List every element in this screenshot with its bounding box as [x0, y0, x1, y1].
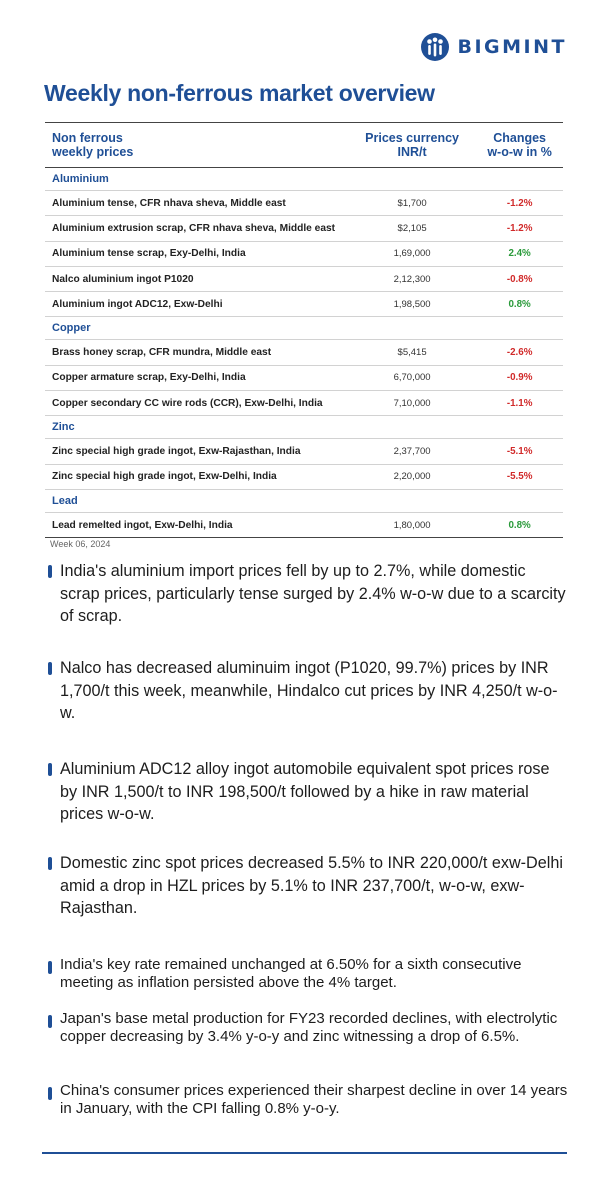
change-value: -1.1%: [506, 397, 533, 409]
bullet-marker: [48, 763, 52, 776]
table-row: [45, 465, 563, 490]
table-header: [45, 123, 563, 168]
product-name: Aluminium tense, CFR nhava sheva, Middle east: [52, 197, 286, 209]
header-change: Changes w-o-w in %: [487, 131, 552, 159]
bullet-item: Domestic zinc spot prices decreased 5.5% to INR 220,000/t exw-Delhi amid a drop in HZL prices by 5.1% to INR 237,700/t, w-o-w, exw-Rajasthan.: [48, 852, 568, 920]
category-row: Zinc: [45, 416, 563, 439]
change-value: -0.8%: [506, 273, 533, 285]
page-title: Weekly non-ferrous market overview: [44, 80, 435, 106]
category-row: Copper: [45, 317, 563, 340]
brand-logo: [420, 32, 568, 62]
product-name: Aluminium tense scrap, Exy-Delhi, India: [52, 248, 246, 260]
category-row: Lead: [45, 490, 563, 513]
product-name: Lead remelted ingot, Exw-Delhi, India: [52, 519, 233, 531]
change-value: 0.8%: [508, 298, 531, 310]
product-name: Aluminium extrusion scrap, CFR nhava sheva, Middle east: [52, 222, 336, 234]
price-value: 2,37,700: [393, 446, 431, 458]
week-label: Week 06, 2024: [50, 539, 111, 549]
product-name: Copper secondary CC wire rods (CCR), Exw-Delhi, India: [52, 397, 323, 409]
table-row: [45, 439, 563, 464]
footer-divider: [42, 1152, 567, 1154]
price-value: 2,12,300: [393, 273, 431, 285]
table-row: [45, 513, 563, 537]
change-value: -2.6%: [506, 347, 533, 359]
header-price: Prices currency INR/t: [365, 131, 459, 159]
bullet-marker: [48, 565, 52, 578]
brand-name: BIGMINT: [457, 36, 567, 58]
product-name: Aluminium ingot ADC12, Exw-Delhi: [52, 298, 223, 310]
table-row: [45, 242, 563, 267]
product-name: Copper armature scrap, Exy-Delhi, India: [52, 372, 246, 384]
product-name: Brass honey scrap, CFR mundra, Middle east: [52, 347, 272, 359]
product-name: Zinc special high grade ingot, Exw-Delhi, India: [52, 471, 277, 483]
product-name: Nalco aluminium ingot P1020: [52, 273, 194, 285]
bullet-item: India's key rate remained unchanged at 6.50% for a sixth consecutive meeting as inflation persisted above the 4% target.: [48, 956, 568, 993]
table-row: [45, 267, 563, 292]
bullet-item: Aluminium ADC12 alloy ingot automobile equivalent spot prices rose by INR 1,500/t to INR 198,500/t followed by a hike in raw material prices w-o-w.: [48, 758, 568, 826]
price-value: $2,105: [397, 222, 427, 234]
change-value: -1.2%: [506, 222, 533, 234]
bullet-item: China's consumer prices experienced their sharpest decline in over 14 years in January, with the CPI falling 0.8% y-o-y.: [48, 1082, 568, 1119]
bullet-item: Nalco has decreased aluminuim ingot (P1020, 99.7%) prices by INR 1,700/t this week, meanwhile, Hindalco cut prices by INR 4,250/t w-o-w.: [48, 657, 568, 725]
change-value: -0.9%: [506, 372, 533, 384]
bigmint-people-icon: [420, 32, 450, 62]
price-value: 1,80,000: [393, 519, 431, 531]
category-row: Aluminium: [45, 168, 563, 191]
table-row: [45, 292, 563, 317]
table-row: [45, 191, 563, 216]
bullet-marker: [48, 1087, 52, 1100]
table-row: [45, 391, 563, 416]
price-value: 6,70,000: [393, 372, 431, 384]
price-value: 1,98,500: [393, 298, 431, 310]
price-value: 1,69,000: [393, 248, 431, 260]
product-name: Zinc special high grade ingot, Exw-Rajasthan, India: [52, 446, 301, 458]
price-value: 7,10,000: [393, 397, 431, 409]
bullet-marker: [48, 1015, 52, 1028]
price-value: $5,415: [397, 347, 427, 359]
table-row: [45, 216, 563, 241]
change-value: -5.5%: [506, 471, 533, 483]
table-row: [45, 340, 563, 365]
change-value: 2.4%: [508, 248, 531, 260]
table-row: [45, 366, 563, 391]
bullet-marker: [48, 662, 52, 675]
change-value: -5.1%: [506, 446, 533, 458]
table-body: [45, 168, 563, 537]
change-value: 0.8%: [508, 519, 531, 531]
bullet-marker: [48, 961, 52, 974]
bullet-item: India's aluminium import prices fell by up to 2.7%, while domestic scrap prices, particularly tense surged by 2.4% w-o-w due to a scarcity of scrap.: [48, 560, 568, 628]
bullet-marker: [48, 857, 52, 870]
price-value: $1,700: [397, 197, 427, 209]
header-name: Non ferrous weekly prices: [52, 131, 134, 159]
bullet-item: Japan's base metal production for FY23 recorded declines, with electrolytic copper decreasing by 3.4% y-o-y and zinc witnessing a drop of 6.5%.: [48, 1010, 568, 1047]
change-value: -1.2%: [506, 197, 533, 209]
price-value: 2,20,000: [393, 471, 431, 483]
prices-table: [45, 122, 563, 538]
